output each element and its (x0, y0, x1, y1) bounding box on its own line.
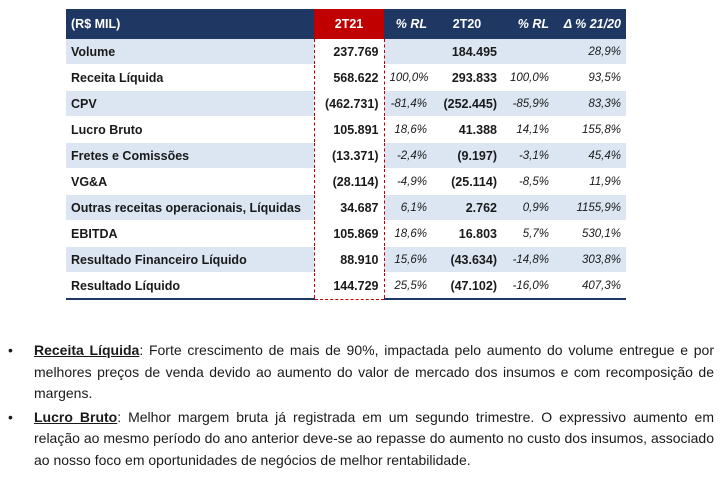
bullet-item (8, 407, 714, 472)
delta-pct: 45,4% (554, 143, 626, 169)
table-row (66, 39, 626, 65)
delta-pct: 530,1% (554, 221, 626, 247)
table-row (66, 169, 626, 195)
pct-rl-2t21: 18,6% (384, 117, 432, 143)
pct-rl-2t20: 0,9% (502, 195, 554, 221)
pct-rl-2t21 (384, 39, 432, 65)
row-label: VG&A (66, 169, 314, 195)
row-label: Receita Líquida (66, 65, 314, 91)
value-2t20: (43.634) (432, 247, 502, 273)
commentary-list (8, 340, 714, 473)
row-label: Lucro Bruto (66, 117, 314, 143)
value-2t20: (9.197) (432, 143, 502, 169)
value-2t20: 16.803 (432, 221, 502, 247)
pct-rl-2t20: -3,1% (502, 143, 554, 169)
header-pct-rl-2t20: % RL (502, 9, 554, 39)
table-row (66, 91, 626, 117)
value-2t21: (28.114) (314, 169, 384, 195)
value-2t21: 34.687 (314, 195, 384, 221)
header-2t21: 2T21 (314, 9, 384, 39)
value-2t20: 293.833 (432, 65, 502, 91)
pct-rl-2t20: 5,7% (502, 221, 554, 247)
header-delta: Δ % 21/20 (554, 9, 626, 39)
delta-pct: 83,3% (554, 91, 626, 117)
value-2t20: (47.102) (432, 273, 502, 300)
value-2t20: 184.495 (432, 39, 502, 65)
row-label: Volume (66, 39, 314, 65)
financial-results-table (66, 9, 626, 300)
pct-rl-2t21: 100,0% (384, 65, 432, 91)
delta-pct: 407,3% (554, 273, 626, 300)
value-2t21: 105.891 (314, 117, 384, 143)
pct-rl-2t21: 6,1% (384, 195, 432, 221)
row-label: Resultado Financeiro Líquido (66, 247, 314, 273)
value-2t21: 105.869 (314, 221, 384, 247)
delta-pct: 93,5% (554, 65, 626, 91)
bullet-term: Receita Líquida (34, 342, 140, 358)
pct-rl-2t20: 100,0% (502, 65, 554, 91)
bullet-text: : Melhor margem bruta já registrada em um segundo trimestre. O expressivo aumento em relação ao mesmo período do ano anterior deve-se ao repasse do aumento no custo dos insumos, associado ao nosso foco em oportunidades de negócios de melhor rentabilidade. (34, 408, 714, 468)
pct-rl-2t21: 25,5% (384, 273, 432, 300)
row-label: Fretes e Comissões (66, 143, 314, 169)
value-2t21: 88.910 (314, 247, 384, 273)
header-pct-rl-2t21: % RL (384, 9, 432, 39)
pct-rl-2t21: -4,9% (384, 169, 432, 195)
row-label: Resultado Líquido (66, 273, 314, 300)
pct-rl-2t20 (502, 39, 554, 65)
value-2t21: 237.769 (314, 39, 384, 65)
table-row (66, 65, 626, 91)
table-header-row (66, 9, 626, 39)
delta-pct: 28,9% (554, 39, 626, 65)
value-2t20: (25.114) (432, 169, 502, 195)
delta-pct: 11,9% (554, 169, 626, 195)
value-2t21: 144.729 (314, 273, 384, 300)
value-2t20: 41.388 (432, 117, 502, 143)
table-body (66, 39, 626, 299)
row-label: EBITDA (66, 221, 314, 247)
bullet-icon: • (8, 342, 13, 358)
pct-rl-2t20: -85,9% (502, 91, 554, 117)
value-2t20: (252.445) (432, 91, 502, 117)
pct-rl-2t20: -14,8% (502, 247, 554, 273)
header-2t20: 2T20 (432, 9, 502, 39)
table-row (66, 195, 626, 221)
value-2t20: 2.762 (432, 195, 502, 221)
table-row (66, 273, 626, 300)
row-label: CPV (66, 91, 314, 117)
value-2t21: (13.371) (314, 143, 384, 169)
pct-rl-2t20: -16,0% (502, 273, 554, 300)
table-row (66, 143, 626, 169)
bullet-term: Lucro Bruto (34, 408, 118, 425)
pct-rl-2t21: 18,6% (384, 221, 432, 247)
delta-pct: 303,8% (554, 247, 626, 273)
header-currency: (R$ MIL) (66, 9, 314, 39)
pct-rl-2t20: 14,1% (502, 117, 554, 143)
pct-rl-2t21: -2,4% (384, 143, 432, 169)
table-row (66, 247, 626, 273)
pct-rl-2t21: 15,6% (384, 247, 432, 273)
row-label: Outras receitas operacionais, Líquidas (66, 195, 314, 221)
table-row (66, 221, 626, 247)
delta-pct: 155,8% (554, 117, 626, 143)
value-2t21: (462.731) (314, 91, 384, 117)
bullet-icon: • (8, 408, 13, 425)
pct-rl-2t20: -8,5% (502, 169, 554, 195)
bullet-item (8, 340, 714, 405)
table-row (66, 117, 626, 143)
pct-rl-2t21: -81,4% (384, 91, 432, 117)
value-2t21: 568.622 (314, 65, 384, 91)
bullet-text: : Forte crescimento de mais de 90%, impactada pelo aumento do volume entregue e por melhores preços de venda devido ao aumento do valor de mercado dos insumos e com recomposição de margens. (34, 342, 714, 401)
delta-pct: 1155,9% (554, 195, 626, 221)
